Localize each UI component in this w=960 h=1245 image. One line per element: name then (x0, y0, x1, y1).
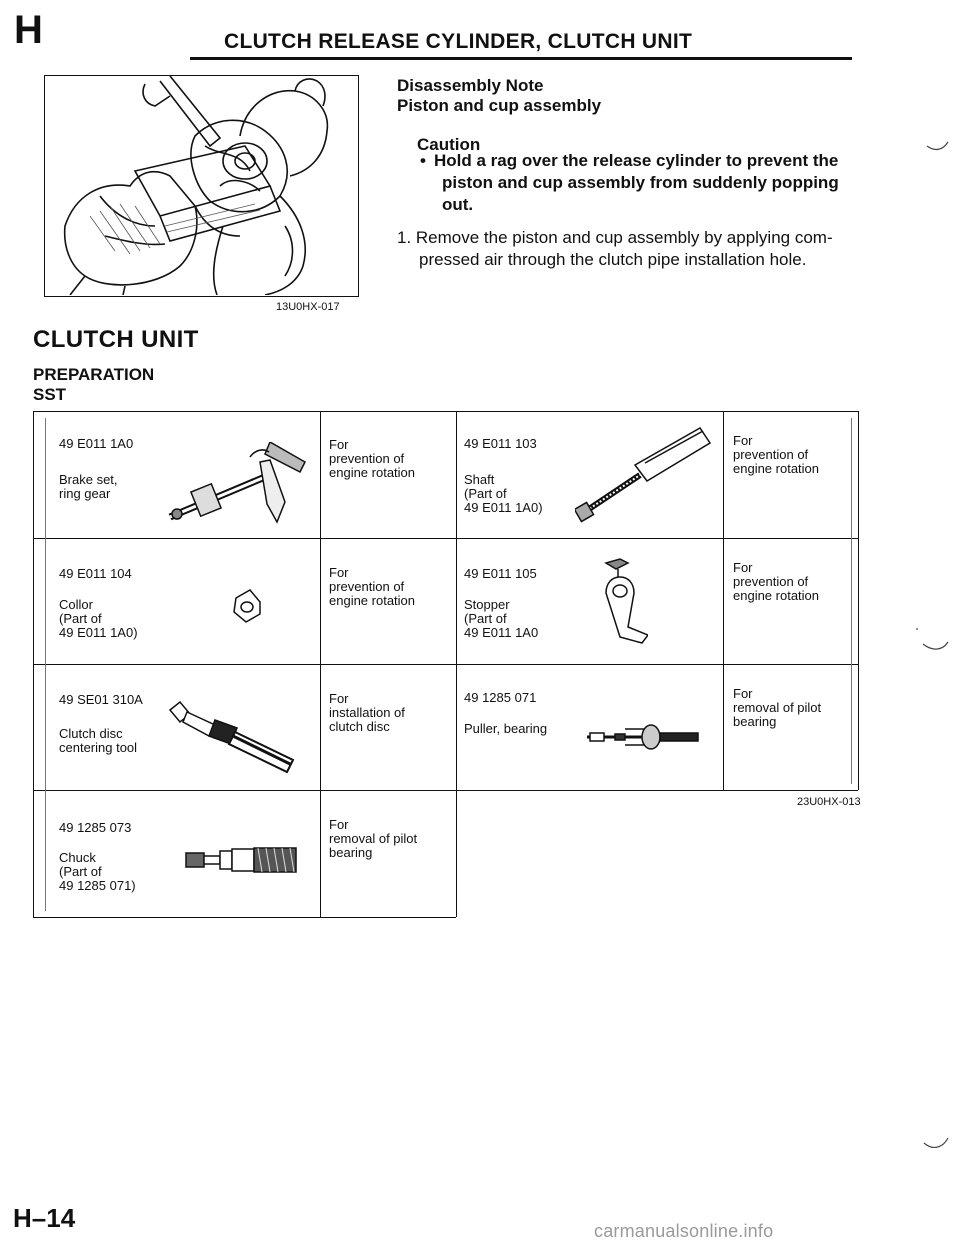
sst-heading: SST (33, 385, 67, 404)
table-rule (723, 411, 724, 790)
caution-text (420, 150, 852, 216)
table-rule (456, 411, 457, 917)
tool-purpose: For prevention of engine rotation (733, 433, 820, 476)
table-rule (33, 790, 858, 791)
tool-purpose: For prevention of engine rotation (733, 560, 820, 603)
tool-name: Collor (Part of 49 E011 1A0) (59, 597, 138, 640)
caution-label: Caution (417, 135, 481, 154)
tool-code: 49 1285 071 (464, 690, 537, 705)
step-1-line-2: pressed air through the clutch pipe installation hole. (419, 250, 807, 269)
scan-mark (915, 628, 950, 658)
tool-code: 49 E011 103 (464, 436, 537, 451)
bullet-icon: • (420, 151, 426, 170)
centering-tool-icon (165, 700, 305, 775)
disassembly-note-subtitle: Piston and cup assembly (397, 96, 602, 115)
step-1-line-1: 1. Remove the piston and cup assembly by applying com- (397, 228, 833, 247)
watermark: carmanualsonline.info (594, 1221, 774, 1241)
tool-purpose: For removal of pilot bearing (733, 686, 822, 729)
tool-purpose: For removal of pilot bearing (329, 817, 418, 860)
table-rule (320, 411, 321, 917)
disassembly-note-title: Disassembly Note (397, 76, 544, 95)
table-rule (33, 664, 858, 665)
table-inner-rule (45, 418, 46, 911)
section-title-clutch-unit: CLUTCH UNIT (33, 326, 199, 353)
table-figure-code: 23U0HX-013 (797, 796, 861, 808)
tool-code: 49 E011 1A0 (59, 436, 134, 451)
preparation-heading: PREPARATION (33, 365, 155, 384)
tool-purpose: For prevention of engine rotation (329, 565, 416, 608)
puller-icon (585, 723, 700, 751)
figure-code: 13U0HX-017 (276, 301, 340, 313)
page-header-title: CLUTCH RELEASE CYLINDER, CLUTCH UNIT (224, 30, 693, 53)
caution-line-2: piston and cup assembly from suddenly popping (442, 173, 839, 192)
scan-mark (925, 140, 950, 155)
tool-code: 49 E011 105 (464, 566, 537, 581)
tool-name: Clutch disc centering tool (59, 726, 138, 755)
page-number: H–14 (13, 1203, 76, 1233)
tool-purpose: For installation of clutch disc (329, 691, 405, 734)
tool-name: Chuck (Part of 49 1285 071) (59, 850, 136, 893)
section-letter: H (14, 8, 43, 52)
release-cylinder-illustration (45, 76, 357, 295)
caution-line-1: Hold a rag over the release cylinder to prevent the (434, 151, 839, 170)
shaft-icon (575, 425, 715, 525)
table-rule (33, 411, 858, 412)
table-rule (33, 917, 456, 918)
header-rule (190, 57, 852, 60)
table-rule (33, 411, 34, 917)
figure-release-cylinder (44, 75, 359, 297)
caution-line-3: out. (442, 195, 474, 214)
table-rule (33, 538, 858, 539)
table-inner-rule (851, 418, 852, 784)
stopper-icon (598, 555, 648, 645)
tool-purpose: For prevention of engine rotation (329, 437, 416, 480)
tool-code: 49 E011 104 (59, 566, 132, 581)
scan-mark (922, 1135, 950, 1155)
tool-name: Brake set, ring gear (59, 472, 118, 501)
collar-icon (230, 588, 262, 624)
tool-code: 49 SE01 310A (59, 692, 143, 707)
tool-name: Puller, bearing (464, 721, 548, 736)
tool-name: Stopper (Part of 49 E011 1A0 (464, 597, 539, 640)
brake-set-icon (165, 442, 310, 532)
tool-code: 49 1285 073 (59, 820, 132, 835)
tool-name: Shaft (Part of 49 E011 1A0) (464, 472, 543, 515)
step-1 (397, 227, 852, 271)
table-rule (858, 411, 859, 790)
chuck-icon (184, 845, 299, 875)
